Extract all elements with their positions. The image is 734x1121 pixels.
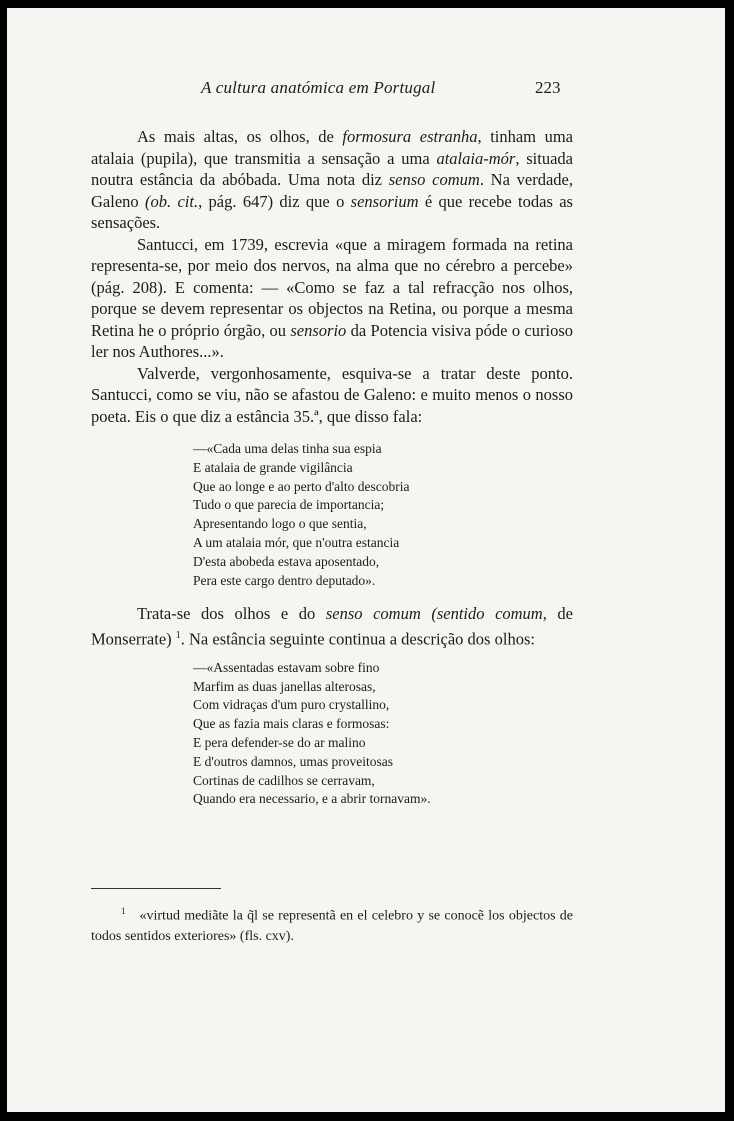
- verse-line: —«Cada uma delas tinha sua espia: [193, 441, 382, 456]
- running-title: A cultura anatómica em Portugal: [201, 78, 436, 97]
- footnote-body: «virtud mediãte la q̃l se representã en el celebro y se conocẽ los objectos de todos sentidos exteriores» (fls. cxv).: [91, 908, 573, 944]
- verse-line: Com vidraças d'um puro crystallino,: [193, 697, 390, 713]
- text-run: Trata-se dos olhos e do: [137, 604, 326, 624]
- verse-stanza-36: [193, 659, 573, 809]
- italic-run: senso comum: [388, 170, 480, 189]
- text-run: . Na estância seguinte continua a descrição dos olhos:: [180, 629, 535, 649]
- verse-line: D'esta abobeda estava aposentado,: [193, 553, 380, 569]
- text-run: da Potencia visiva póde o curioso ler nos Authores...».: [91, 320, 573, 361]
- book-page: [7, 8, 725, 1112]
- footnote-divider: [91, 888, 221, 889]
- paragraph-1: [91, 126, 573, 234]
- verse-line: E atalaia de grande vigilância: [193, 459, 353, 475]
- main-text: [91, 126, 573, 818]
- verse-line: Tudo o que parecia de importancia;: [193, 497, 385, 513]
- paragraph-4: [91, 603, 573, 650]
- page-number: 223: [535, 78, 561, 97]
- verse-line: Marfim as duas janellas alterosas,: [193, 678, 376, 694]
- italic-run: formosura estranha: [342, 127, 478, 146]
- footnote-mark: 1: [121, 906, 126, 916]
- footnote-reference: 1: [175, 629, 181, 641]
- verse-line: A um atalaia mór, que n'outra estancia: [193, 534, 400, 550]
- verse-line: Apresentando logo o que sentia,: [193, 516, 367, 532]
- paragraph-2: [91, 234, 573, 363]
- text-run: . Na verdade, Galeno: [91, 170, 573, 211]
- text-run: , de Monserrate): [91, 604, 574, 649]
- footnote: [91, 901, 573, 947]
- verse-line: Que ao longe e ao perto d'alto descobria: [193, 478, 410, 494]
- italic-run: sensorium: [350, 191, 419, 211]
- text-run: , tinham uma atalaia (pupila), que transmitia a sensação a uma: [91, 127, 573, 168]
- verse-line: Pera este cargo dentro deputado».: [193, 572, 376, 588]
- italic-run: atalaia-mór: [436, 148, 516, 168]
- italic-run: (ob. cit.: [145, 191, 199, 211]
- italic-run: senso comum (sentido comum: [325, 604, 543, 624]
- text-run: é que recebe todas as sensações.: [91, 191, 573, 232]
- italic-run: sensorio: [290, 320, 347, 340]
- verse-line: Que as fazia mais claras e formosas:: [193, 716, 390, 732]
- text-run: As mais altas, os olhos, de: [137, 127, 343, 146]
- verse-line: E pera defender-se do ar malino: [193, 735, 366, 751]
- page-header: [7, 78, 725, 102]
- verse-line: Cortinas de cadilhos se cerravam,: [193, 772, 375, 788]
- text-run: , pág. 647) diz que o: [198, 191, 351, 211]
- paragraph-3: Valverde, vergonhosamente, esquiva-se a tratar deste ponto. Santucci, como se viu, não se afastou de Galeno: e muito menos o nosso poeta. Eis o que diz a estância 35.ª, que disso fala:: [91, 363, 573, 426]
- verse-line: Quando era necessario, e a abrir tornavam».: [193, 791, 431, 807]
- text-run: Santucci, em 1739, escrevia «que a miragem formada na retina representa-se, por meio dos nervos, na alma que no cérebro a percebe» (pág. 208). E comenta: — «Como se faz a tal refracção nos olhos, porque se devem representar os objectos na Retina, ou porque a mesma Retina he o próprio órgão, ou: [91, 234, 573, 340]
- footnote-text: [91, 901, 573, 947]
- text-run: , situada noutra estância da abóbada. Uma nota diz: [91, 148, 573, 189]
- verse-stanza-35: [193, 440, 573, 590]
- verse-line: E d'outros damnos, umas proveitosas: [193, 753, 394, 769]
- verse-line: —«Assentadas estavam sobre fino: [193, 659, 380, 675]
